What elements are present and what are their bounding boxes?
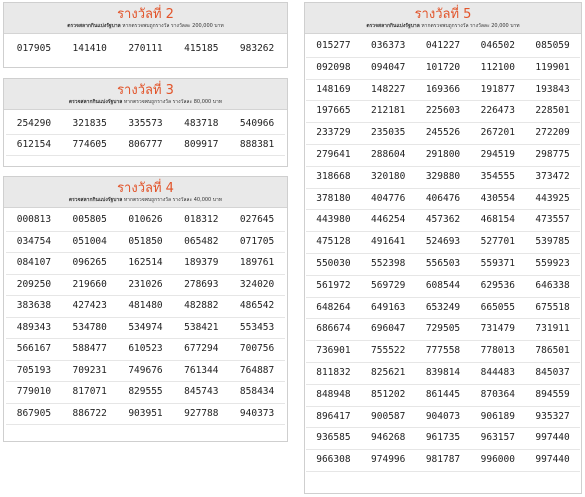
prize-2-title: รางวัลที่ 2	[117, 7, 174, 22]
lottery-number: 288604	[361, 145, 416, 167]
lottery-number: 112100	[470, 58, 525, 80]
lottery-number: 861445	[416, 385, 471, 407]
lottery-number: 335573	[118, 114, 174, 135]
lottery-number: 084107	[6, 253, 62, 275]
lottery-number: 550030	[306, 254, 361, 276]
lottery-number: 212181	[361, 101, 416, 123]
lottery-number: 829555	[118, 382, 174, 404]
lottery-number: 017905	[16, 43, 52, 54]
lottery-number: 298775	[525, 145, 580, 167]
lottery-number: 278693	[173, 275, 229, 297]
prize-5-panel	[304, 2, 582, 494]
lottery-number: 858434	[229, 382, 285, 404]
lottery-number: 231026	[118, 275, 174, 297]
lottery-number: 141410	[72, 43, 107, 54]
prize-4-title: รางวัลที่ 4	[117, 181, 174, 196]
lottery-number: 015277	[306, 36, 361, 58]
lottery-number: 981787	[416, 450, 471, 472]
lottery-number: 539785	[525, 232, 580, 254]
prize-2-subtitle	[4, 23, 287, 33]
lottery-number: 046502	[470, 36, 525, 58]
lottery-number: 329880	[416, 167, 471, 189]
lottery-number: 806777	[118, 135, 174, 156]
lottery-number: 974996	[361, 450, 416, 472]
lottery-number: 561972	[306, 276, 361, 298]
lottery-number: 245526	[416, 123, 471, 145]
lottery-number: 553453	[229, 318, 285, 340]
lottery-number: 491641	[361, 232, 416, 254]
lottery-number: 844483	[470, 363, 525, 385]
lottery-number: 936585	[306, 428, 361, 450]
lottery-number: 610523	[118, 339, 174, 361]
lottery-number: 894559	[525, 385, 580, 407]
lottery-number: 071705	[229, 232, 285, 254]
lottery-number: 983262	[239, 43, 275, 54]
lottery-number: 845037	[525, 363, 580, 385]
lottery-number: 940373	[229, 404, 285, 426]
lottery-number: 096265	[62, 253, 118, 275]
lottery-number: 569729	[361, 276, 416, 298]
lottery-number: 233729	[306, 123, 361, 145]
lottery-number: 197665	[306, 101, 361, 123]
lottery-number: 648264	[306, 298, 361, 320]
lottery-number: 481480	[118, 296, 174, 318]
lottery-number: 191877	[470, 80, 525, 102]
lottery-number: 761344	[173, 361, 229, 383]
prize-4-panel	[3, 176, 288, 442]
lottery-number: 686674	[306, 319, 361, 341]
prize-3-numbers	[4, 110, 287, 156]
lottery-number: 559923	[525, 254, 580, 276]
lottery-number: 254290	[6, 114, 62, 135]
lottery-number: 226473	[470, 101, 525, 123]
lottery-number: 646338	[525, 276, 580, 298]
lottery-number: 906189	[470, 407, 525, 429]
lottery-number: 552398	[361, 254, 416, 276]
lottery-number: 443925	[525, 189, 580, 211]
lottery-number: 318668	[306, 167, 361, 189]
lottery-number: 566167	[6, 339, 62, 361]
lottery-number: 489343	[6, 318, 62, 340]
lottery-number: 189761	[229, 253, 285, 275]
prize-2-sub-bold: ตรวจสลากกินแบ่งรัฐบาล	[67, 23, 121, 29]
lottery-number: 896417	[306, 407, 361, 429]
lottery-number: 373472	[525, 167, 580, 189]
lottery-number: 443980	[306, 210, 361, 232]
lottery-number: 736901	[306, 341, 361, 363]
lottery-number: 036373	[361, 36, 416, 58]
lottery-number: 000813	[6, 210, 62, 232]
lottery-number: 900587	[361, 407, 416, 429]
lottery-number: 867905	[6, 404, 62, 426]
lottery-number: 903951	[118, 404, 174, 426]
prize-2-numbers	[4, 34, 287, 60]
lottery-number: 534780	[62, 318, 118, 340]
lottery-number: 051850	[118, 232, 174, 254]
lottery-number: 927788	[173, 404, 229, 426]
lottery-number: 997440	[525, 428, 580, 450]
lottery-number: 777558	[416, 341, 471, 363]
lottery-number: 809917	[173, 135, 229, 156]
prize-5-subtitle	[305, 23, 581, 33]
lottery-number: 675518	[525, 298, 580, 320]
lottery-number: 786501	[525, 341, 580, 363]
lottery-number: 294519	[470, 145, 525, 167]
lottery-number: 963157	[470, 428, 525, 450]
lottery-number: 677294	[173, 339, 229, 361]
lottery-number: 538421	[173, 318, 229, 340]
lottery-number: 774605	[62, 135, 118, 156]
lottery-number: 457362	[416, 210, 471, 232]
lottery-number: 406476	[416, 189, 471, 211]
lottery-number: 886722	[62, 404, 118, 426]
lottery-number: 034754	[6, 232, 62, 254]
prize-4-header	[4, 177, 287, 208]
prize-4-sub-bold: ตรวจสลากกินแบ่งรัฐบาล	[68, 197, 123, 203]
lottery-number: 235035	[361, 123, 416, 145]
lottery-number: 653249	[416, 298, 471, 320]
prize-4-subtitle	[4, 197, 287, 207]
lottery-number: 468154	[470, 210, 525, 232]
prize-3-header	[4, 79, 287, 110]
prize-3-title: รางวัลที่ 3	[117, 83, 174, 98]
lottery-number: 119901	[525, 58, 580, 80]
lottery-number: 848948	[306, 385, 361, 407]
lottery-number: 888381	[229, 135, 285, 156]
lottery-number: 665055	[470, 298, 525, 320]
lottery-number: 845743	[173, 382, 229, 404]
lottery-number: 966308	[306, 450, 361, 472]
prize-5-title: รางวัลที่ 5	[414, 7, 472, 22]
lottery-number: 729505	[416, 319, 471, 341]
lottery-number: 778013	[470, 341, 525, 363]
lottery-number: 996000	[470, 450, 525, 472]
lottery-number: 225603	[416, 101, 471, 123]
lottery-number: 065482	[173, 232, 229, 254]
lottery-number: 540966	[229, 114, 285, 135]
lottery-number: 851202	[361, 385, 416, 407]
lottery-number: 556503	[416, 254, 471, 276]
lottery-number: 825621	[361, 363, 416, 385]
lottery-number: 696047	[361, 319, 416, 341]
lottery-number: 169366	[416, 80, 471, 102]
lottery-number: 482882	[173, 296, 229, 318]
lottery-number: 649163	[361, 298, 416, 320]
lottery-number: 272209	[525, 123, 580, 145]
lottery-number: 709231	[62, 361, 118, 383]
lottery-number: 321835	[62, 114, 118, 135]
lottery-number: 427423	[62, 296, 118, 318]
prize-5-numbers	[305, 34, 581, 472]
lottery-number: 749676	[118, 361, 174, 383]
prize-2-panel	[3, 2, 288, 68]
lottery-number: 559371	[470, 254, 525, 276]
lottery-number: 267201	[470, 123, 525, 145]
prize-3-sub-bold: ตรวจสลากกินแบ่งรัฐบาล	[68, 99, 123, 105]
lottery-number: 935327	[525, 407, 580, 429]
lottery-number: 270111	[128, 43, 163, 54]
lottery-number: 764887	[229, 361, 285, 383]
lottery-number: 817071	[62, 382, 118, 404]
lottery-number: 946268	[361, 428, 416, 450]
lottery-number: 094047	[361, 58, 416, 80]
lottery-number: 404776	[361, 189, 416, 211]
lottery-number: 209250	[6, 275, 62, 297]
lottery-number: 018312	[173, 210, 229, 232]
lottery-number: 193843	[525, 80, 580, 102]
lottery-number: 779010	[6, 382, 62, 404]
prize-3-sub-rest: หากตรวจพบถูกรางวัล รางวัลละ 80,000 บาท	[122, 99, 223, 105]
lottery-number: 415185	[184, 43, 219, 54]
lottery-number: 085059	[525, 36, 580, 58]
lottery-number: 731911	[525, 319, 580, 341]
lottery-number: 324020	[229, 275, 285, 297]
lottery-number: 228501	[525, 101, 580, 123]
lottery-number: 839814	[416, 363, 471, 385]
lottery-number: 010626	[118, 210, 174, 232]
lottery-number: 731479	[470, 319, 525, 341]
lottery-number: 148227	[361, 80, 416, 102]
prize-2-sub-rest: หากตรวจพบถูกรางวัล รางวัลละ 200,000 บาท	[120, 23, 224, 29]
lottery-number: 148169	[306, 80, 361, 102]
prize-5-sub-rest: หากตรวจพบถูกรางวัล รางวัลละ 20,000 บาท	[419, 23, 520, 29]
lottery-number: 446254	[361, 210, 416, 232]
lottery-number: 961735	[416, 428, 471, 450]
lottery-number: 051004	[62, 232, 118, 254]
lottery-number: 101720	[416, 58, 471, 80]
lottery-number: 320180	[361, 167, 416, 189]
lottery-number: 904073	[416, 407, 471, 429]
prize-3-panel	[3, 78, 288, 167]
lottery-number: 997440	[525, 450, 580, 472]
lottery-number: 486542	[229, 296, 285, 318]
lottery-number: 705193	[6, 361, 62, 383]
lottery-number: 612154	[6, 135, 62, 156]
lottery-number: 041227	[416, 36, 471, 58]
lottery-number: 279641	[306, 145, 361, 167]
lottery-number: 027645	[229, 210, 285, 232]
lottery-number: 527701	[470, 232, 525, 254]
prize-5-header	[305, 3, 581, 34]
lottery-number: 430554	[470, 189, 525, 211]
lottery-number: 473557	[525, 210, 580, 232]
lottery-number: 092098	[306, 58, 361, 80]
lottery-number: 588477	[62, 339, 118, 361]
lottery-number: 162514	[118, 253, 174, 275]
lottery-number: 189379	[173, 253, 229, 275]
lottery-number: 811832	[306, 363, 361, 385]
lottery-number: 534974	[118, 318, 174, 340]
prize-4-sub-rest: หากตรวจพบถูกรางวัล รางวัลละ 40,000 บาท	[122, 197, 223, 203]
lottery-number: 700756	[229, 339, 285, 361]
lottery-number: 475128	[306, 232, 361, 254]
lottery-number: 291800	[416, 145, 471, 167]
lottery-number: 483718	[173, 114, 229, 135]
prize-2-header	[4, 3, 287, 34]
lottery-number: 354555	[470, 167, 525, 189]
prize-3-subtitle	[4, 99, 287, 109]
lottery-number: 383638	[6, 296, 62, 318]
prize-5-sub-bold: ตรวจสลากกินแบ่งรัฐบาล	[366, 23, 420, 29]
lottery-number: 629536	[470, 276, 525, 298]
lottery-number: 870364	[470, 385, 525, 407]
lottery-number: 005805	[62, 210, 118, 232]
lottery-number: 608544	[416, 276, 471, 298]
lottery-number: 219660	[62, 275, 118, 297]
lottery-number: 524693	[416, 232, 471, 254]
prize-4-numbers	[4, 208, 287, 425]
lottery-number: 378180	[306, 189, 361, 211]
lottery-number: 755522	[361, 341, 416, 363]
